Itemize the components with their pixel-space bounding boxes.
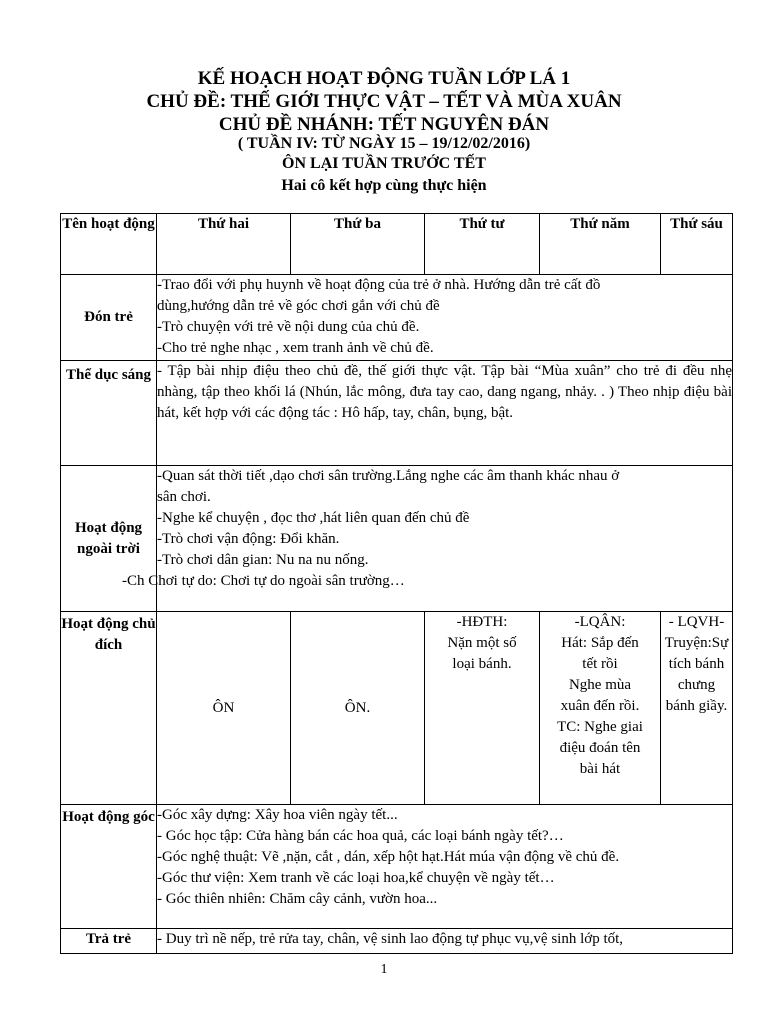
chu-dich-thursday <box>540 612 661 805</box>
col-header-monday: Thứ hai <box>157 214 291 275</box>
chu-dich-fri-line: chưng <box>677 677 716 693</box>
ngoai-troi-line: -Nghe kể chuyện , đọc thơ ,hát liên quan đến chủ đề <box>157 510 470 526</box>
review-note: ÔN LẠI TUẦN TRƯỚC TẾT <box>282 155 486 172</box>
tra-tre-line: - Duy trì nề nếp, trẻ rửa tay, chân, vệ sinh lao động tự phục vụ,vệ sinh lớp tốt, <box>157 931 624 947</box>
don-tre-line: -Trò chuyện với trẻ về nội dung của chủ đề. <box>157 319 420 335</box>
chu-dich-fri-line: Truyện:Sự <box>664 635 729 651</box>
weekly-plan-table <box>60 213 733 954</box>
col-header-tuesday: Thứ ba <box>291 214 425 275</box>
col-header-thursday: Thứ năm <box>540 214 661 275</box>
ngoai-troi-line: -Ch Chơi tự do: Chơi tự do ngoài sân trường… <box>122 573 405 589</box>
row-label-ngoai-troi: Hoạt động ngoài trời <box>61 466 157 612</box>
row-the-duc-sang <box>61 361 733 466</box>
chu-dich-thu-line: Nghe mùa <box>568 677 632 693</box>
col-header-wednesday: Thứ tư <box>425 214 540 275</box>
goc-line: - Góc thiên nhiên: Chăm cây cảnh, vườn hoa... <box>157 891 438 907</box>
hoat-dong-goc-content <box>157 805 733 929</box>
row-tra-tre <box>61 929 733 954</box>
tra-tre-content <box>157 929 733 954</box>
row-label-hoat-dong-goc: Hoạt động góc <box>61 805 157 929</box>
row-chu-dich <box>61 612 733 805</box>
chu-dich-fri-line: tích bánh <box>668 656 725 672</box>
week-dates: ( TUẦN IV: TỪ NGÀY 15 – 19/12/02/2016) <box>237 135 531 152</box>
don-tre-content <box>157 275 733 361</box>
don-tre-line: dùng,hướng dẫn trẻ về góc chơi gắn với chủ đề <box>157 298 440 314</box>
chu-dich-thu-line: xuân đến rồi. <box>560 698 640 714</box>
row-label-the-duc-sang: Thể dục sáng <box>61 361 157 466</box>
don-tre-line: -Trao đổi với phụ huynh về hoạt động của trẻ ở nhà. Hướng dẫn trẻ cất đồ <box>157 277 601 293</box>
the-duc-sang-content: - Tập bài nhịp điệu theo chủ đề, thế giới thực vật. Tập bài “Mùa xuân” cho trẻ đi đều nhẹ nhàng, tập theo khối lá (Nhún, lắc mông, đưa tay cao, dang ngang, nhảy. . ) Theo nhịp điệu bài hát, kết hợp với các động tác : Hô hấp, tay, chân, bụng, bật. <box>157 361 733 466</box>
chu-dich-fri-line: - LQVH- <box>668 614 725 630</box>
chu-dich-wednesday <box>425 612 540 805</box>
main-topic: CHỦ ĐỀ: THẾ GIỚI THỰC VẬT – TẾT VÀ MÙA XUÂN <box>146 91 622 112</box>
ngoai-troi-line: -Quan sát thời tiết ,dạo chơi sân trường.Lắng nghe các âm thanh khác nhau ở <box>157 468 620 484</box>
row-label-tra-tre: Trả trẻ <box>61 929 157 954</box>
chu-dich-friday <box>661 612 733 805</box>
ngoai-troi-line: -Trò chơi vận động: Đổi khăn. <box>157 531 340 547</box>
goc-line: -Góc xây dựng: Xây hoa viên ngày tết... <box>157 807 398 823</box>
row-don-tre <box>61 275 733 361</box>
sub-topic: CHỦ ĐỀ NHÁNH: TẾT NGUYÊN ĐÁN <box>218 114 550 135</box>
don-tre-line: -Cho trẻ nghe nhạc , xem tranh ảnh về chủ đề. <box>157 340 434 356</box>
chu-dich-thu-line: Hát: Sắp đến <box>561 635 639 651</box>
row-label-don-tre: Đón trẻ <box>61 275 157 361</box>
chu-dich-thu-line: -LQÂN: <box>574 614 626 630</box>
ngoai-troi-line: sân chơi. <box>157 489 211 505</box>
row-hoat-dong-goc <box>61 805 733 929</box>
page-number: 1 <box>380 962 388 977</box>
chu-dich-thu-line: điệu đoán tên <box>559 740 641 756</box>
chu-dich-thu-line: bài hát <box>579 761 621 777</box>
teachers-note: Hai cô kết hợp cùng thực hiện <box>281 177 487 194</box>
col-header-friday: Thứ sáu <box>661 214 733 275</box>
row-ngoai-troi <box>61 466 733 612</box>
chu-dich-wed-line: Nặn một số <box>447 635 517 651</box>
col-header-activity: Tên hoạt động <box>61 214 157 275</box>
chu-dich-tuesday: ÔN. <box>291 612 425 805</box>
plan-title: KẾ HOẠCH HOẠT ĐỘNG TUẦN LỚP LÁ 1 <box>197 68 571 89</box>
ngoai-troi-line: -Trò chơi dân gian: Nu na nu nống. <box>157 552 369 568</box>
ngoai-troi-content <box>122 466 733 612</box>
goc-line: -Góc thư viện: Xem tranh về các loại hoa,kể chuyện về ngày tết… <box>157 870 555 886</box>
table-header-row <box>61 214 733 275</box>
chu-dich-thu-line: TC: Nghe giai <box>557 719 643 735</box>
chu-dich-wed-line: -HĐTH: <box>456 614 508 630</box>
row-label-chu-dich: Hoạt động chủ đích <box>61 612 157 805</box>
chu-dich-wed-line: loại bánh. <box>452 656 512 672</box>
chu-dich-fri-line: bánh giầy. <box>665 698 728 714</box>
chu-dich-thu-line: tết rồi <box>582 656 618 672</box>
chu-dich-monday: ÔN <box>157 612 291 805</box>
goc-line: -Góc nghệ thuật: Vẽ ,nặn, cắt , dán, xếp hột hạt.Hát múa vận động về chủ đề. <box>157 849 620 865</box>
goc-line: - Góc học tập: Cửa hàng bán các hoa quả, các loại bánh ngày tết?… <box>157 828 564 844</box>
